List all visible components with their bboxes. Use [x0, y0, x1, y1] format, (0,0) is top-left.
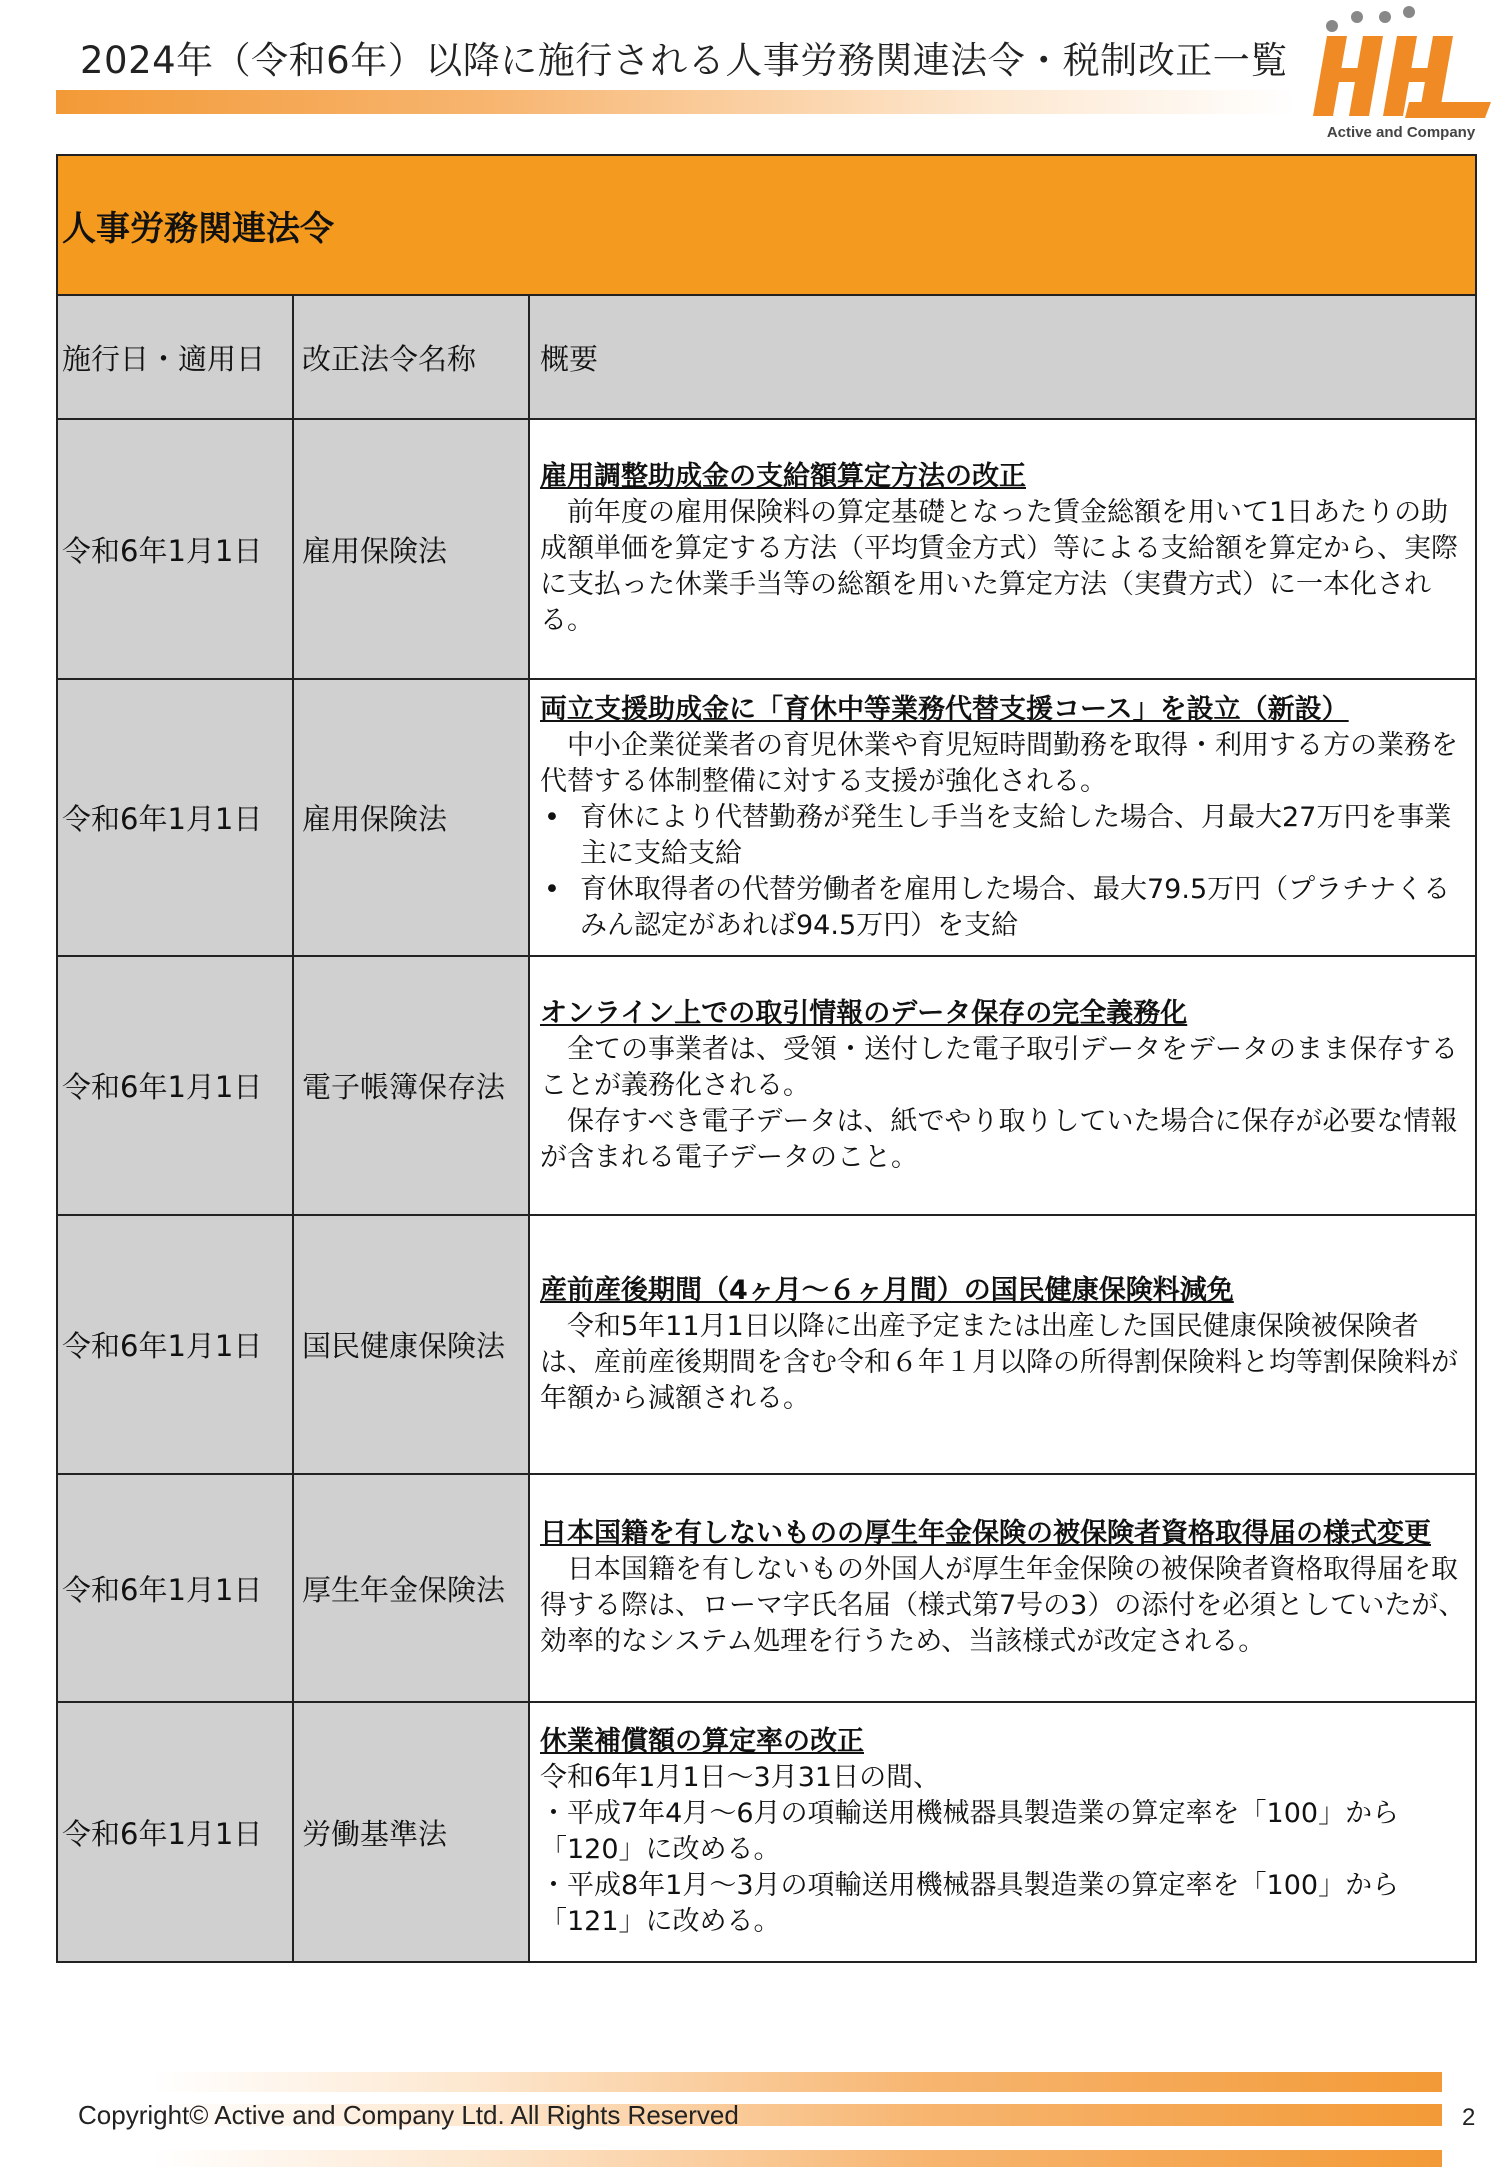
law-name: 雇用保険法 [293, 679, 529, 956]
effective-date: 令和6年1月1日 [57, 1702, 293, 1962]
column-header-row [57, 295, 1476, 419]
logo-text: Active and Company [1326, 124, 1476, 141]
effective-date: 令和6年1月1日 [57, 679, 293, 956]
section-header: 人事労務関連法令 [57, 155, 1476, 295]
summary-cell [529, 419, 1476, 679]
summary-cell [529, 679, 1476, 956]
table-row [57, 1215, 1476, 1474]
summary-title: 雇用調整助成金の支給額算定方法の改正 [540, 461, 1026, 492]
copyright-text: Copyright© Active and Company Ltd. All Rights Reserved [78, 2100, 739, 2130]
law-name: 国民健康保険法 [293, 1215, 529, 1474]
summary-title: 休業補償額の算定率の改正 [540, 1726, 864, 1757]
footer-bar-bottom [152, 2150, 1442, 2167]
summary-title: オンライン上での取引情報のデータ保存の完全義務化 [540, 997, 1188, 1029]
summary-text: 令和5年11月1日以降に出産予定または出産した国民健康保険被保険者は、産前産後期間を含む令和６年１月以降の所得割保険料と均等割保険料が年額から減額される。 [540, 1310, 1458, 1414]
summary-cell [529, 1702, 1476, 1962]
table-row [57, 956, 1476, 1215]
summary-cell [529, 956, 1476, 1215]
summary-text: 前年度の雇用保険料の算定基礎となった賃金総額を用いて1日あたりの助成額単価を算定する方法（平均賃金方式）等による支給額を算定から、実際に支払った休業手当等の総額を用いた算定方法（実費方式）に一本化される。 [540, 497, 1458, 636]
summary-text: ・平成7年4月～6月の項輸送用機械器具製造業の算定率を「100」から「120」に改める。 [540, 1798, 1400, 1865]
table-row [57, 1702, 1476, 1962]
summary-text: ・平成8年1月～3月の項輸送用機械器具製造業の算定率を「100」から「121」に改める。 [540, 1870, 1400, 1937]
column-header-summary: 概要 [529, 295, 1476, 419]
page-title: 2024年（令和6年）以降に施行される人事労務関連法令・税制改正一覧 [80, 39, 1288, 82]
law-name: 雇用保険法 [293, 419, 529, 679]
table-row [57, 419, 1476, 679]
effective-date: 令和6年1月1日 [57, 419, 293, 679]
summary-cell [529, 1215, 1476, 1474]
page-number: 2 [1462, 2104, 1476, 2131]
table-row [57, 1474, 1476, 1702]
summary-cell [529, 1474, 1476, 1702]
title-underline-bar [56, 90, 1296, 114]
effective-date: 令和6年1月1日 [57, 1215, 293, 1474]
bullet-list [540, 800, 1467, 944]
summary-title: 両立支援助成金に「育休中等業務代替支援コース」を設立（新設） [540, 693, 1349, 725]
summary-text: 全ての事業者は、受領・送付した電子取引データをデータのまま保存することが義務化される。 [540, 1033, 1458, 1101]
law-name: 労働基準法 [293, 1702, 529, 1962]
table-row [57, 679, 1476, 956]
summary-text: 令和6年1月1日～3月31日の間、 [540, 1762, 941, 1793]
column-header-date: 施行日・適用日 [57, 295, 293, 419]
law-revision-table [56, 154, 1477, 1963]
summary-title: 日本国籍を有しないものの厚生年金保険の被保険者資格取得届の様式変更 [540, 1518, 1431, 1549]
summary-text: 日本国籍を有しないもの外国人が厚生年金保険の被保険者資格取得届を取得する際は、ローマ字氏名届（様式第7号の3）の添付を必須としていたが、効率的なシステム処理を行うため、当該様式が改定される。 [540, 1554, 1466, 1657]
effective-date: 令和6年1月1日 [57, 1474, 293, 1702]
column-header-law: 改正法令名称 [293, 295, 529, 419]
bullet-item: • 育休取得者の代替労働者を雇用した場合、最大79.5万円（プラチナくるみん認定があれば94.5万円）を支給 [540, 872, 1467, 944]
law-name: 電子帳簿保存法 [293, 956, 529, 1215]
summary-text: 中小企業従業者の育児休業や育児短時間勤務を取得・利用する方の業務を代替する体制整備に対する支援が強化される。 [540, 729, 1458, 797]
footer-bar-top [152, 2072, 1442, 2092]
law-name: 厚生年金保険法 [293, 1474, 529, 1702]
bullet-item: • 育休により代替勤務が発生し手当を支給した場合、月最大27万円を事業主に支給支給 [540, 800, 1467, 872]
summary-text: 保存すべき電子データは、紙でやり取りしていた場合に保存が必要な情報が含まれる電子データのこと。 [540, 1105, 1458, 1173]
effective-date: 令和6年1月1日 [57, 956, 293, 1215]
summary-title: 産前産後期間（4ヶ月～６ヶ月間）の国民健康保険料減免 [540, 1274, 1234, 1306]
